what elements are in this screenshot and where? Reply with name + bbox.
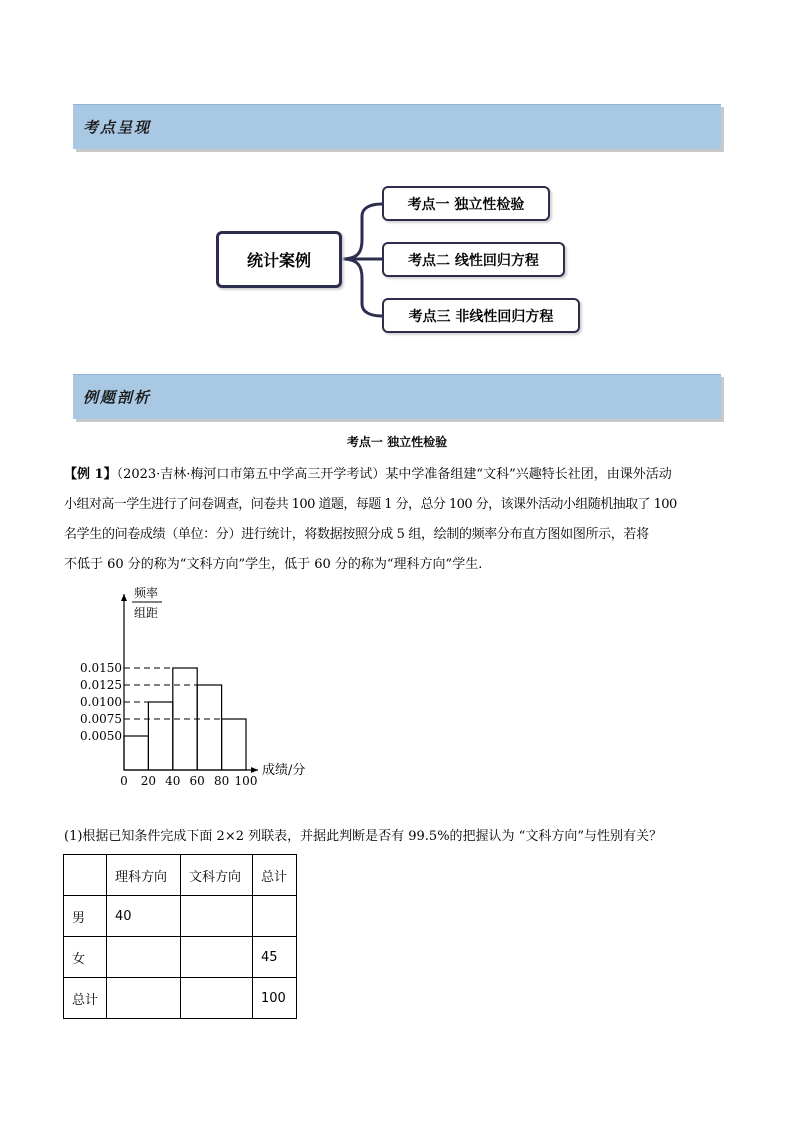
question-1: (1)根据已知条件完成下面 2×2 列联表，并据此判断是否有 99.5%的把握认为 “文科方向”与性别有关？: [64, 829, 662, 844]
y-tick-label: 0.0100: [80, 695, 122, 709]
x-axis-arrow: [251, 767, 258, 773]
examples-title: 例题剖析: [83, 388, 152, 407]
table-row: [64, 978, 297, 1019]
mindmap-branch-3: 考点三 非线性回归方程: [382, 298, 580, 333]
contingency-table: [63, 854, 297, 1019]
x-tick-label: 20: [140, 774, 157, 788]
mindmap-root: 统计案例: [216, 231, 342, 288]
table-cell: [107, 978, 181, 1019]
table-cell: 45: [253, 937, 297, 978]
histogram-bar: [124, 736, 148, 770]
x-axis-label: 成绩/分: [262, 763, 306, 778]
histogram-bar: [148, 702, 172, 770]
table-cell: 100: [253, 978, 297, 1019]
y-axis-label-bottom: 组距: [134, 606, 159, 620]
table-header-row: [64, 855, 297, 896]
example-line-4: 不低于 60 分的称为“文科方向”学生，低于 60 分的称为“理科方向”学生.: [64, 557, 483, 572]
table-cell: [253, 896, 297, 937]
table-cell: 女: [64, 937, 107, 978]
table-cell: [181, 978, 253, 1019]
x-tick-label: 40: [165, 774, 181, 788]
x-tick-label: 0: [120, 774, 128, 788]
table-cell: 40: [107, 896, 181, 937]
mindmap-branch-2: 考点二 线性回归方程: [382, 242, 565, 277]
mindmap-connector-1: [342, 204, 382, 259]
y-tick-label: 0.0050: [80, 729, 122, 743]
table-cell: 男: [64, 896, 107, 937]
examples-banner: [73, 374, 721, 419]
exam-points-title: 考点呈现: [83, 118, 152, 137]
mindmap-branch-1: 考点一 独立性检验: [382, 186, 550, 221]
y-axis-label-top: 频率: [134, 586, 159, 600]
example-line-3: 名学生的问卷成绩（单位：分）进行统计，将数据按照分成 5 组，绘制的频率分布直方图如图所示，若将: [64, 527, 649, 542]
table-cell: [64, 855, 107, 896]
table-header-cell: 文科方向: [181, 855, 253, 896]
y-axis-arrow: [121, 594, 127, 601]
x-tick-label: 60: [189, 774, 205, 788]
y-tick-label: 0.0075: [80, 712, 122, 726]
table-cell: [107, 937, 181, 978]
section-title: 考点一 独立性检验: [346, 435, 448, 449]
frequency-histogram: [70, 582, 330, 792]
table-row: [64, 937, 297, 978]
x-tick-label: 100: [234, 774, 258, 788]
y-tick-label: 0.0125: [80, 678, 122, 692]
histogram-bar: [222, 719, 246, 770]
example-paragraph: [64, 460, 724, 580]
example-line-1: （2023·吉林·梅河口市第五中学高三开学考试）某中学准备组建“文科”兴趣特长社团，由课外活动: [116, 467, 672, 482]
table-cell: 总计: [64, 978, 107, 1019]
table-cell: [181, 937, 253, 978]
histogram-bar: [197, 685, 221, 770]
table-header-cell: 总计: [253, 855, 297, 896]
x-tick-label: 80: [213, 774, 230, 788]
example-line-2: 小组对高一学生进行了问卷调查，问卷共 100 道题，每题 1 分，总分 100 分，该课外活动小组随机抽取了 100: [64, 497, 677, 512]
table-header-cell: 理科方向: [107, 855, 181, 896]
y-tick-label: 0.0150: [80, 661, 122, 675]
table-row: [64, 896, 297, 937]
mindmap-connector-3: [342, 259, 382, 316]
table-cell: [181, 896, 253, 937]
example-label: 【例 1】: [64, 467, 117, 482]
